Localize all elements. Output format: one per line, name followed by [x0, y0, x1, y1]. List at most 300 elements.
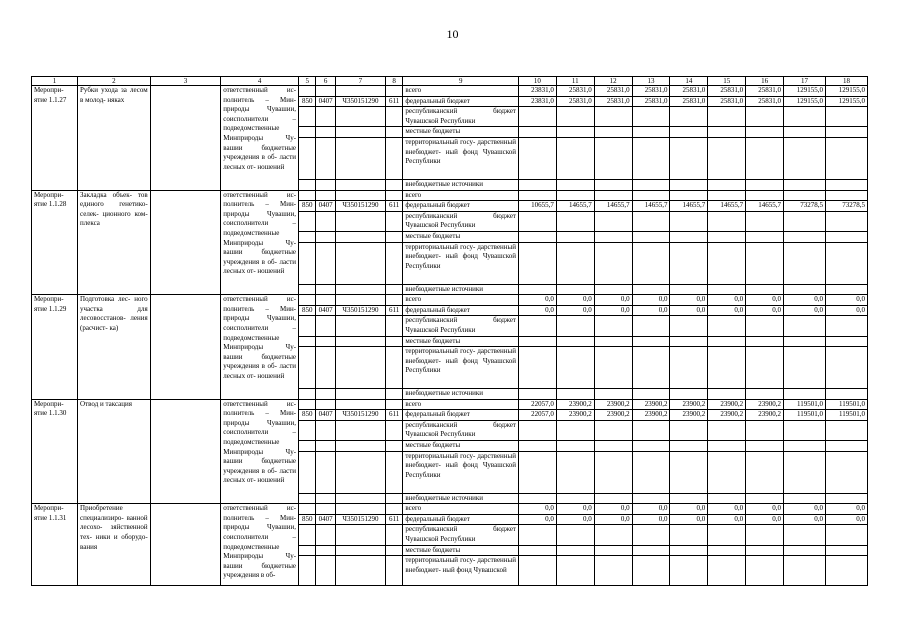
header-cell: 18: [825, 77, 867, 86]
budget-code-cell: [385, 231, 402, 242]
amount-cell: 23900,2: [708, 410, 746, 421]
funding-source: федеральный бюджет: [403, 96, 519, 107]
budget-code-cell: [335, 137, 385, 179]
amount-cell: [746, 336, 784, 347]
amount-cell: [784, 211, 826, 231]
amount-cell: 25831,0: [594, 86, 632, 97]
amount-cell: 0,0: [825, 305, 867, 316]
amount-cell: [825, 545, 867, 556]
amount-cell: 0,0: [632, 295, 670, 306]
budget-code-cell: [299, 242, 316, 284]
amount-cell: 0,0: [825, 504, 867, 515]
amount-cell: [519, 451, 557, 493]
amount-cell: [746, 179, 784, 190]
amount-cell: [519, 316, 557, 336]
budget-code-cell: Ч350151290: [335, 305, 385, 316]
amount-cell: [784, 190, 826, 201]
budget-code-cell: [299, 179, 316, 190]
amount-cell: [784, 137, 826, 179]
budget-code-cell: [316, 504, 335, 515]
amount-cell: 0,0: [632, 514, 670, 525]
funding-source: республиканский бюджет Чувашской Республики: [403, 525, 519, 545]
budget-code-cell: [385, 451, 402, 493]
budget-code-cell: [335, 107, 385, 127]
budget-code-cell: [335, 451, 385, 493]
budget-code-cell: [316, 556, 335, 586]
amount-cell: [708, 211, 746, 231]
table-body: [32, 86, 868, 586]
budget-code-cell: [299, 190, 316, 201]
funding-source: всего: [403, 504, 519, 515]
amount-cell: [825, 493, 867, 504]
amount-cell: [825, 137, 867, 179]
amount-cell: [556, 525, 594, 545]
budget-code-cell: [385, 242, 402, 284]
table-row: [32, 399, 868, 410]
amount-cell: 129155,0: [825, 86, 867, 97]
amount-cell: [594, 231, 632, 242]
header-cell: 8: [385, 77, 402, 86]
budget-code-cell: [299, 211, 316, 231]
amount-cell: 0,0: [825, 514, 867, 525]
funding-source: всего: [403, 190, 519, 201]
amount-cell: 73278,5: [784, 201, 826, 212]
amount-cell: 0,0: [708, 295, 746, 306]
amount-cell: 23900,2: [556, 399, 594, 410]
amount-cell: 0,0: [746, 295, 784, 306]
budget-code-cell: 0407: [316, 410, 335, 421]
budget-code-cell: [316, 316, 335, 336]
budget-code-cell: [385, 420, 402, 440]
budget-code-cell: [335, 179, 385, 190]
header-cell: 11: [556, 77, 594, 86]
amount-cell: 25831,0: [708, 96, 746, 107]
amount-cell: [708, 336, 746, 347]
amount-cell: [670, 231, 708, 242]
amount-cell: 0,0: [594, 514, 632, 525]
budget-code-cell: [316, 242, 335, 284]
amount-cell: [594, 316, 632, 336]
amount-cell: [670, 556, 708, 586]
budget-code-cell: [299, 493, 316, 504]
amount-cell: [670, 336, 708, 347]
amount-cell: [519, 556, 557, 586]
amount-cell: 22057,0: [519, 410, 557, 421]
budget-code-cell: [316, 399, 335, 410]
amount-cell: [519, 284, 557, 295]
budget-code-cell: 611: [385, 410, 402, 421]
amount-cell: 25831,0: [556, 96, 594, 107]
budget-code-cell: [299, 545, 316, 556]
amount-cell: [825, 336, 867, 347]
table-row: [32, 504, 868, 515]
header-cell: 10: [519, 77, 557, 86]
budget-code-cell: [335, 295, 385, 306]
budget-code-cell: [316, 211, 335, 231]
amount-cell: [784, 107, 826, 127]
amount-cell: [594, 493, 632, 504]
budget-code-cell: [316, 441, 335, 452]
amount-cell: 0,0: [594, 295, 632, 306]
funding-source: территориальный госу- дарственный внебюджет- ный фонд Чувашской Республики: [403, 451, 519, 493]
amount-cell: [708, 231, 746, 242]
amount-cell: [632, 336, 670, 347]
budget-code-cell: [335, 190, 385, 201]
amount-cell: 23900,2: [556, 410, 594, 421]
funding-source: местные бюджеты: [403, 441, 519, 452]
amount-cell: [708, 347, 746, 389]
amount-cell: [708, 525, 746, 545]
header-cell: 15: [708, 77, 746, 86]
budget-code-cell: [385, 399, 402, 410]
amount-cell: [632, 493, 670, 504]
budget-code-cell: [316, 420, 335, 440]
amount-cell: [670, 545, 708, 556]
amount-cell: [784, 441, 826, 452]
amount-cell: [594, 545, 632, 556]
page-number: 10: [446, 27, 459, 41]
budget-code-cell: [299, 316, 316, 336]
amount-cell: 0,0: [784, 295, 826, 306]
amount-cell: [519, 347, 557, 389]
budget-code-cell: [335, 545, 385, 556]
amount-cell: [825, 231, 867, 242]
funding-source: республиканский бюджет Чувашской Республики: [403, 420, 519, 440]
amount-cell: [556, 347, 594, 389]
amount-cell: 25831,0: [670, 96, 708, 107]
amount-cell: [784, 556, 826, 586]
amount-cell: 0,0: [670, 305, 708, 316]
amount-cell: [519, 242, 557, 284]
budget-code-cell: 0407: [316, 96, 335, 107]
budget-code-cell: 850: [299, 305, 316, 316]
amount-cell: 23900,2: [594, 410, 632, 421]
budget-code-cell: [299, 86, 316, 97]
amount-cell: 129155,0: [784, 86, 826, 97]
amount-cell: [670, 316, 708, 336]
budget-code-cell: [316, 107, 335, 127]
budget-code-cell: [316, 451, 335, 493]
amount-cell: [746, 451, 784, 493]
amount-cell: [670, 451, 708, 493]
amount-cell: [708, 179, 746, 190]
funding-source: внебюджетные источники: [403, 179, 519, 190]
budget-code-cell: [335, 525, 385, 545]
funding-source: местные бюджеты: [403, 336, 519, 347]
amount-cell: 0,0: [708, 504, 746, 515]
budget-code-cell: [299, 556, 316, 586]
budget-code-cell: [385, 284, 402, 295]
amount-cell: [746, 107, 784, 127]
amount-cell: 0,0: [746, 514, 784, 525]
measure-label: Меропри- ятие 1.1.28: [32, 190, 78, 295]
amount-cell: [594, 211, 632, 231]
funding-source: федеральный бюджет: [403, 201, 519, 212]
table-row: [32, 86, 868, 97]
amount-cell: [519, 493, 557, 504]
funding-source: республиканский бюджет Чувашской Республики: [403, 316, 519, 336]
budget-code-cell: [316, 179, 335, 190]
budget-code-cell: 611: [385, 514, 402, 525]
amount-cell: [556, 190, 594, 201]
amount-cell: [708, 441, 746, 452]
budget-code-cell: [385, 336, 402, 347]
amount-cell: [825, 242, 867, 284]
amount-cell: [632, 137, 670, 179]
budget-code-cell: [335, 441, 385, 452]
amount-cell: 119501,0: [825, 410, 867, 421]
amount-cell: [825, 441, 867, 452]
amount-cell: [556, 316, 594, 336]
amount-cell: [632, 284, 670, 295]
measure-name: Приобретение специализиро- ванной лесохо- зяйственной тех- ники и оборудо- вания: [78, 504, 151, 586]
header-cell: 1: [32, 77, 78, 86]
amount-cell: [556, 127, 594, 138]
amount-cell: 0,0: [708, 305, 746, 316]
amount-cell: 23900,2: [594, 399, 632, 410]
budget-code-cell: 0407: [316, 201, 335, 212]
amount-cell: [594, 127, 632, 138]
amount-cell: [825, 420, 867, 440]
budget-code-cell: [299, 284, 316, 295]
budget-code-cell: 850: [299, 96, 316, 107]
amount-cell: [632, 316, 670, 336]
budget-code-cell: [385, 127, 402, 138]
amount-cell: 0,0: [632, 504, 670, 515]
amount-cell: [594, 420, 632, 440]
funding-source: всего: [403, 295, 519, 306]
amount-cell: 0,0: [556, 514, 594, 525]
funding-source: всего: [403, 399, 519, 410]
amount-cell: [632, 127, 670, 138]
amount-cell: [784, 525, 826, 545]
funding-source: федеральный бюджет: [403, 410, 519, 421]
amount-cell: [708, 545, 746, 556]
amount-cell: 25831,0: [632, 96, 670, 107]
amount-cell: [746, 420, 784, 440]
amount-cell: 23831,0: [519, 86, 557, 97]
amount-cell: [784, 316, 826, 336]
amount-cell: [594, 441, 632, 452]
responsible-executor: ответственный ис- полнитель – Мин- природы Чувашии, соисполнители – подведомственные Минприроды Чу- вашии бюджетные учреждения в об- ласти лесных от- ношений: [221, 399, 299, 504]
budget-code-cell: [385, 107, 402, 127]
amount-cell: 14655,7: [632, 201, 670, 212]
budget-code-cell: [299, 389, 316, 400]
amount-cell: [519, 525, 557, 545]
amount-cell: 129155,0: [784, 96, 826, 107]
measure-col3: [150, 86, 221, 191]
amount-cell: [825, 451, 867, 493]
amount-cell: [708, 284, 746, 295]
budget-code-cell: [299, 336, 316, 347]
amount-cell: 14655,7: [746, 201, 784, 212]
amount-cell: [632, 347, 670, 389]
amount-cell: 0,0: [519, 514, 557, 525]
budget-code-cell: 0407: [316, 305, 335, 316]
amount-cell: 0,0: [594, 305, 632, 316]
amount-cell: 0,0: [784, 305, 826, 316]
budget-code-cell: [316, 86, 335, 97]
budget-code-cell: [299, 399, 316, 410]
amount-cell: [708, 493, 746, 504]
amount-cell: [708, 242, 746, 284]
amount-cell: [594, 556, 632, 586]
amount-cell: 0,0: [670, 514, 708, 525]
budget-code-cell: [316, 127, 335, 138]
amount-cell: 23900,2: [746, 399, 784, 410]
amount-cell: [519, 137, 557, 179]
measure-name: Подготовка лес- ного участка для лесовосстанов- ления (расчист- ка): [78, 295, 151, 400]
amount-cell: [556, 179, 594, 190]
amount-cell: [746, 127, 784, 138]
budget-code-cell: [335, 86, 385, 97]
budget-code-cell: [385, 545, 402, 556]
budget-code-cell: [316, 389, 335, 400]
budget-code-cell: [385, 295, 402, 306]
amount-cell: 0,0: [746, 305, 784, 316]
responsible-executor: ответственный ис- полнитель – Мин- природы Чувашии, соисполнители – подведомственные Минприроды Чу- вашии бюджетные учреждения в об- ласти лесных от- ношений: [221, 190, 299, 295]
amount-cell: [825, 389, 867, 400]
header-cell: 14: [670, 77, 708, 86]
amount-cell: [784, 284, 826, 295]
amount-cell: 119501,0: [784, 399, 826, 410]
header-cell: 16: [746, 77, 784, 86]
budget-code-cell: [335, 347, 385, 389]
budget-code-cell: [335, 336, 385, 347]
amount-cell: [556, 107, 594, 127]
header-cell: 4: [221, 77, 299, 86]
header-cell: 2: [78, 77, 151, 86]
amount-cell: [746, 211, 784, 231]
amount-cell: [556, 545, 594, 556]
amount-cell: [825, 284, 867, 295]
funding-source: местные бюджеты: [403, 231, 519, 242]
amount-cell: [632, 545, 670, 556]
amount-cell: [556, 441, 594, 452]
measure-name: Закладка объек- тов единого генетико-селек- ционного ком- плекса: [78, 190, 151, 295]
header-cell: 13: [632, 77, 670, 86]
amount-cell: 0,0: [556, 305, 594, 316]
amount-cell: [594, 107, 632, 127]
budget-code-cell: 850: [299, 410, 316, 421]
measure-col3: [150, 190, 221, 295]
amount-cell: [670, 284, 708, 295]
amount-cell: [556, 556, 594, 586]
amount-cell: [746, 389, 784, 400]
amount-cell: [632, 389, 670, 400]
amount-cell: [594, 336, 632, 347]
amount-cell: [784, 420, 826, 440]
amount-cell: [784, 545, 826, 556]
amount-cell: [594, 347, 632, 389]
budget-code-cell: [335, 231, 385, 242]
funding-source: местные бюджеты: [403, 127, 519, 138]
amount-cell: 25831,0: [594, 96, 632, 107]
budget-code-cell: Ч350151290: [335, 514, 385, 525]
funding-source: территориальный госу- дарственный внебюджет- ный фонд Чувашской Республики: [403, 347, 519, 389]
budget-code-cell: 0407: [316, 514, 335, 525]
amount-cell: [632, 211, 670, 231]
table-row: [32, 295, 868, 306]
amount-cell: [746, 347, 784, 389]
amount-cell: [670, 107, 708, 127]
amount-cell: [594, 242, 632, 284]
budget-code-cell: [316, 295, 335, 306]
budget-code-cell: 611: [385, 201, 402, 212]
amount-cell: [670, 420, 708, 440]
amount-cell: 23900,2: [632, 410, 670, 421]
amount-cell: [670, 525, 708, 545]
amount-cell: 25831,0: [746, 96, 784, 107]
header-cell: 7: [335, 77, 385, 86]
amount-cell: 25831,0: [632, 86, 670, 97]
amount-cell: [670, 493, 708, 504]
budget-code-cell: 850: [299, 514, 316, 525]
budget-code-cell: [385, 347, 402, 389]
amount-cell: [670, 190, 708, 201]
budget-code-cell: [316, 284, 335, 295]
amount-cell: 23831,0: [519, 96, 557, 107]
budget-code-cell: [299, 441, 316, 452]
amount-cell: [708, 420, 746, 440]
budget-code-cell: [335, 399, 385, 410]
amount-cell: [519, 127, 557, 138]
measure-col3: [150, 295, 221, 400]
budget-code-cell: [316, 231, 335, 242]
amount-cell: 0,0: [556, 504, 594, 515]
amount-cell: [632, 190, 670, 201]
amount-cell: 14655,7: [556, 201, 594, 212]
budget-code-cell: [335, 127, 385, 138]
budget-code-cell: [299, 137, 316, 179]
amount-cell: 23900,2: [746, 410, 784, 421]
amount-cell: 25831,0: [746, 86, 784, 97]
measure-label: Меропри- ятие 1.1.29: [32, 295, 78, 400]
amount-cell: [632, 451, 670, 493]
amount-cell: [784, 127, 826, 138]
amount-cell: 14655,7: [708, 201, 746, 212]
amount-cell: [708, 127, 746, 138]
funding-source: территориальный госу- дарственный внебюджет- ный фонд Чувашской Республики: [403, 242, 519, 284]
amount-cell: [746, 316, 784, 336]
amount-cell: 14655,7: [670, 201, 708, 212]
amount-cell: [825, 127, 867, 138]
amount-cell: 25831,0: [556, 86, 594, 97]
amount-cell: 25831,0: [708, 86, 746, 97]
amount-cell: 0,0: [556, 295, 594, 306]
amount-cell: [556, 284, 594, 295]
funding-source: республиканский бюджет Чувашской Республики: [403, 211, 519, 231]
amount-cell: 23900,2: [670, 410, 708, 421]
amount-cell: [556, 211, 594, 231]
amount-cell: [708, 137, 746, 179]
budget-code-cell: [385, 179, 402, 190]
amount-cell: [670, 441, 708, 452]
amount-cell: [784, 347, 826, 389]
budget-code-cell: [385, 190, 402, 201]
budget-code-cell: [316, 525, 335, 545]
amount-cell: [594, 137, 632, 179]
measure-label: Меропри- ятие 1.1.30: [32, 399, 78, 504]
measure-name: Отвод и таксация: [78, 399, 151, 504]
amount-cell: [632, 107, 670, 127]
amount-cell: [746, 493, 784, 504]
funding-source: всего: [403, 86, 519, 97]
amount-cell: [519, 545, 557, 556]
amount-cell: 73278,5: [825, 201, 867, 212]
amount-cell: 23900,2: [632, 399, 670, 410]
budget-code-cell: [335, 316, 385, 336]
